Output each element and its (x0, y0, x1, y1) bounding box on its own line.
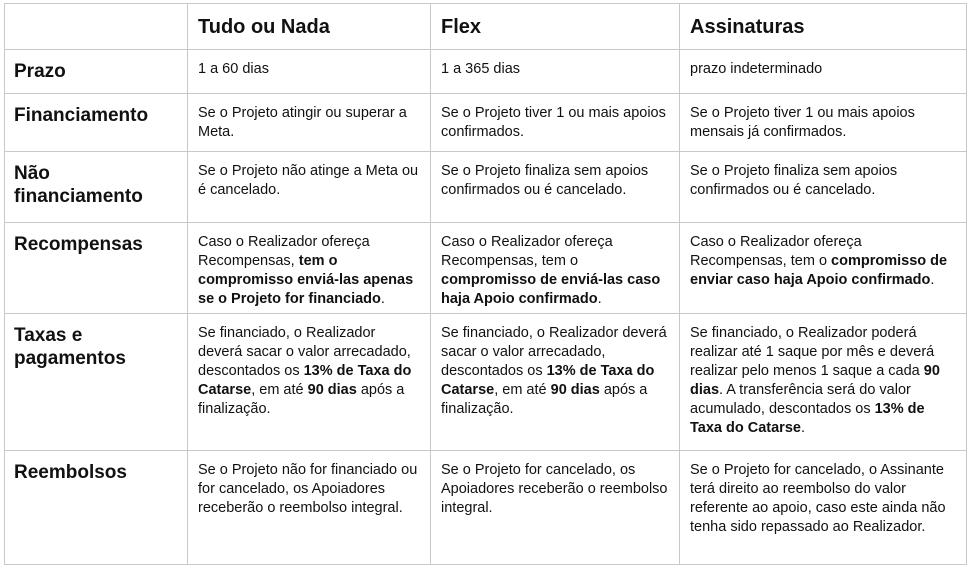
cell-nao-financiamento-tudo-ou-nada (188, 152, 431, 223)
cell-taxas-flex (431, 314, 680, 451)
cell-recompensas-assinaturas (680, 223, 967, 314)
cell-financiamento-flex (431, 94, 680, 152)
header-corner-cell (5, 4, 188, 50)
row-taxas-e-pagamentos (5, 314, 967, 451)
column-header-assinaturas: Assinaturas (680, 4, 967, 50)
row-label-financiamento: Financiamento (5, 94, 188, 152)
cell-text: 1 a 365 dias (441, 61, 521, 77)
cell-text: , em até (494, 382, 551, 398)
cell-taxas-tudo-ou-nada (188, 314, 431, 451)
row-label-prazo: Prazo (5, 50, 188, 94)
cell-text: Se o Projeto for cancelado, os Apoiadores receberão o reembolso integral. (441, 462, 668, 516)
row-reembolsos (5, 451, 967, 565)
cell-taxas-assinaturas (680, 314, 967, 451)
cell-text: Se financiado, o Realizador poderá realizar até 1 saque por mês e deverá realizar pelo menos 1 saque a cada (690, 325, 935, 379)
cell-text: Se o Projeto tiver 1 ou mais apoios confirmados. (441, 105, 666, 140)
emphasis-text: compromisso de enviá-las caso haja Apoio confirmado (441, 272, 661, 307)
cell-text: 1 a 60 dias (198, 61, 269, 77)
row-recompensas (5, 223, 967, 314)
cell-text: Caso o Realizador ofereça Recompensas, tem o (690, 234, 862, 269)
cell-financiamento-tudo-ou-nada (188, 94, 431, 152)
cell-text: Se o Projeto tiver 1 ou mais apoios mensais já confirmados. (690, 105, 915, 140)
cell-text: Se financiado, o Realizador deverá sacar o valor arrecadado, descontados os (198, 325, 411, 379)
cell-recompensas-flex (431, 223, 680, 314)
comparison-table (4, 3, 967, 565)
cell-text: Se o Projeto for cancelado, o Assinante terá direito ao reembolso do valor referente ao apoio, caso este ainda não tenha sido repassado ao Realizador. (690, 462, 946, 535)
row-nao-financiamento (5, 152, 967, 223)
cell-text: Se o Projeto não for financiado ou for cancelado, os Apoiadores receberão o reembolso integral. (198, 462, 418, 516)
cell-reembolsos-tudo-ou-nada (188, 451, 431, 565)
cell-text: . (930, 272, 935, 288)
emphasis-text: 90 dias (690, 363, 940, 398)
row-label-reembolsos: Reembolsos (5, 451, 188, 565)
emphasis-text: compromisso de enviar caso haja Apoio confirmado (690, 253, 948, 288)
cell-nao-financiamento-assinaturas (680, 152, 967, 223)
row-financiamento (5, 94, 967, 152)
cell-text: Se o Projeto finaliza sem apoios confirmados ou é cancelado. (441, 163, 649, 198)
cell-text: . (597, 291, 602, 307)
cell-nao-financiamento-flex (431, 152, 680, 223)
emphasis-text: tem o compromisso enviá-las apenas se o Projeto for financiado (198, 253, 414, 307)
row-label-recompensas: Recompensas (5, 223, 188, 314)
cell-text: . A transferência será do valor acumulado, descontados os (690, 382, 911, 417)
emphasis-text: 90 dias (307, 382, 357, 398)
emphasis-text: 13% de Taxa do Catarse (690, 401, 925, 436)
column-header-flex: Flex (431, 4, 680, 50)
cell-text: , em até (251, 382, 308, 398)
cell-prazo-flex (431, 50, 680, 94)
cell-text: Caso o Realizador ofereça Recompensas, tem o (441, 234, 613, 269)
cell-text: Se financiado, o Realizador deverá sacar o valor arrecadado, descontados os (441, 325, 667, 379)
cell-reembolsos-assinaturas (680, 451, 967, 565)
cell-text: após a finalização. (441, 382, 648, 417)
row-label-nao-financiamento: Não financiamento (5, 152, 188, 223)
cell-prazo-tudo-ou-nada (188, 50, 431, 94)
emphasis-text: 90 dias (550, 382, 600, 398)
cell-financiamento-assinaturas (680, 94, 967, 152)
cell-text: Se o Projeto não atinge a Meta ou é cancelado. (198, 163, 419, 198)
cell-prazo-assinaturas (680, 50, 967, 94)
column-header-tudo-ou-nada: Tudo ou Nada (188, 4, 431, 50)
row-label-taxas-e-pagamentos: Taxas e pagamentos (5, 314, 188, 451)
cell-text: prazo indeterminado (690, 61, 823, 77)
cell-text: Se o Projeto finaliza sem apoios confirmados ou é cancelado. (690, 163, 898, 198)
cell-text: . (380, 291, 385, 307)
row-prazo (5, 50, 967, 94)
cell-text: . (800, 420, 805, 436)
cell-reembolsos-flex (431, 451, 680, 565)
cell-recompensas-tudo-ou-nada (188, 223, 431, 314)
emphasis-text: 13% de Taxa do Catarse (441, 363, 655, 398)
cell-text: Caso o Realizador ofereça Recompensas, (198, 234, 370, 269)
header-row (5, 4, 967, 50)
cell-text: após a finalização. (198, 382, 405, 417)
cell-text: Se o Projeto atingir ou superar a Meta. (198, 105, 407, 140)
emphasis-text: 13% de Taxa do Catarse (198, 363, 412, 398)
